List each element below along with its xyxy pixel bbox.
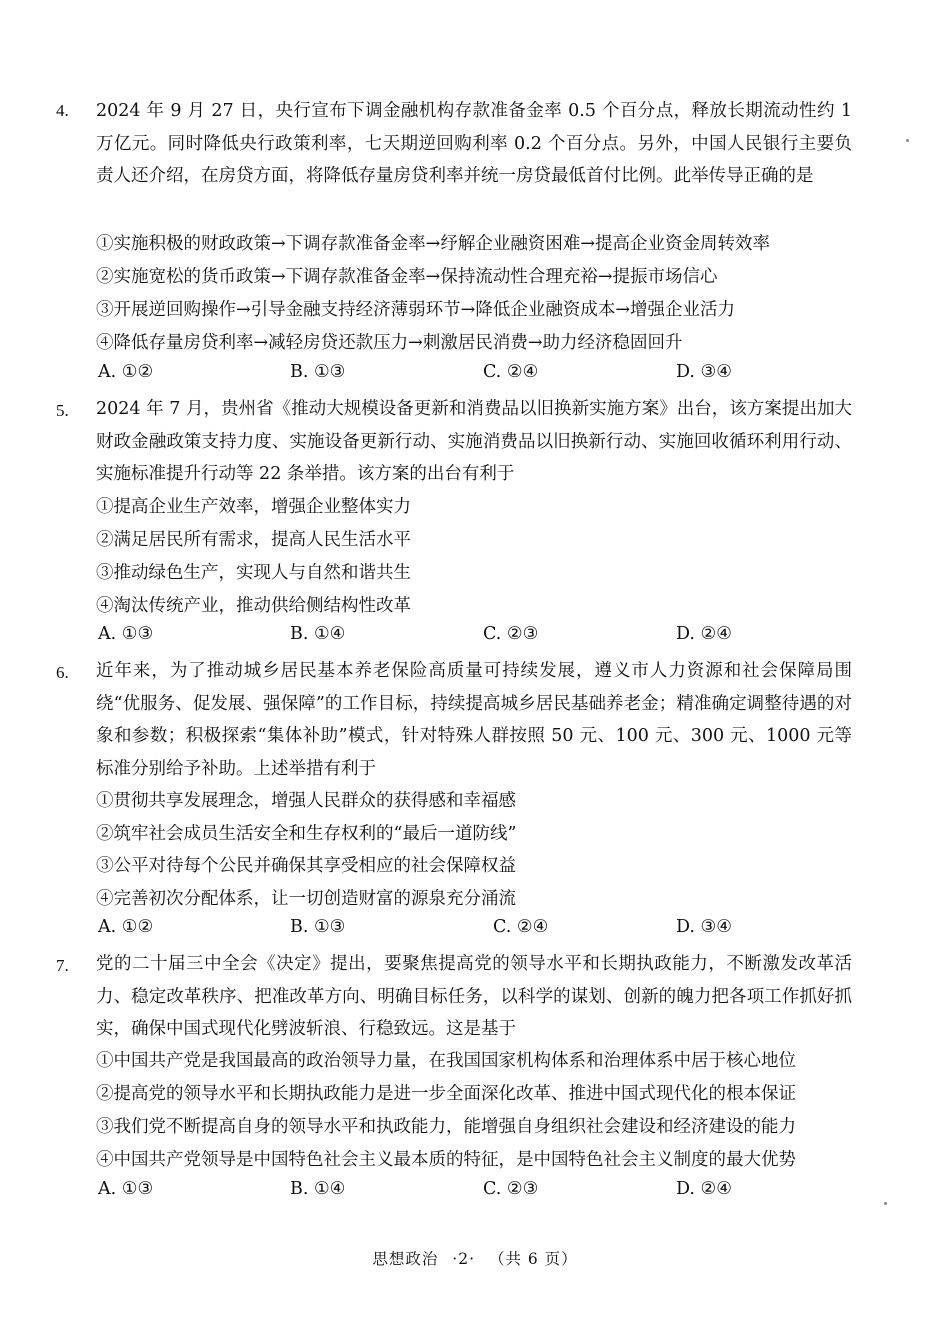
statement-2: ②筑牢社会成员生活安全和生存权利的“最后一道防线” <box>96 824 517 844</box>
page-footer <box>0 1247 950 1269</box>
statement-1: ①提高企业生产效率，增强企业整体实力 <box>96 497 411 517</box>
statement-2: ②提高党的领导水平和长期执政能力是进一步全面深化改革、推进中国式现代化的根本保证 <box>96 1084 796 1104</box>
footer-page-number: ·2· <box>452 1250 475 1268</box>
choice-d[interactable]: D. ③④ <box>676 362 732 382</box>
question-number: 4. <box>56 101 69 120</box>
statement-4: ④完善初次分配体系，让一切创造财富的源泉充分涌流 <box>96 889 516 909</box>
choice-c[interactable]: C. ②③ <box>483 1179 539 1199</box>
statement-1: ①实施积极的财政政策→下调存款准备金率→纾解企业融资困难→提高企业资金周转效率 <box>96 234 770 254</box>
question-stem: 2024 年 7 月，贵州省《推动大规模设备更新和消费品以旧换新实施方案》出台，该方案提出加大财政金融政策支持力度、实施设备更新行动、实施消费品以旧换新行动、实施回收循环利用行动、实施标准提升行动等 22 条举措。该方案的出台有利于 <box>96 399 852 485</box>
choice-d[interactable]: D. ②④ <box>676 1179 732 1199</box>
choice-b[interactable]: B. ①④ <box>290 1179 346 1199</box>
question-stem: 党的二十届三中全会《决定》提出，要聚焦提高党的领导水平和长期执政能力，不断激发改革活力、稳定改革秩序、把准改革方向、明确目标任务，以科学的谋划、创新的魄力把各项工作抓好抓实，确保中国式现代化劈波斩浪、行稳致远。这是基于 <box>96 954 852 1040</box>
question-stem: 近年来，为了推动城乡居民基本养老保险高质量可持续发展，遵义市人力资源和社会保障局围绕“优服务、促发展、强保障”的工作目标，持续提高城乡居民基础养老金；精准确定调整待遇的对象和参数；积极探索“集体补助”模式，针对特殊人群按照 50 元、100 元、300 元、1000 元等标准分别给予补助。上述举措有利于 <box>96 661 852 780</box>
question-stem: 2024 年 9 月 27 日，央行宣布下调金融机构存款准备金率 0.5 个百分点，释放长期流动性约 1 万亿元。同时降低央行政策利率，七天期逆回购利率 0.2 个百分点。另外，中国人民银行主要负责人还介绍，在房贷方面，将降低存量房贷利率并统一房贷最低首付比例。此举传导正确的是 <box>96 101 852 187</box>
statement-2: ②实施宽松的货币政策→下调存款准备金率→保持流动性合理充裕→提振市场信心 <box>96 267 718 287</box>
scan-speck <box>906 139 909 142</box>
choice-b[interactable]: B. ①③ <box>290 917 346 937</box>
footer-total-pages: （共 6 页） <box>488 1250 578 1268</box>
choice-c[interactable]: C. ②③ <box>483 624 539 644</box>
choice-d[interactable]: D. ③④ <box>676 917 732 937</box>
statement-2: ②满足居民所有需求，提高人民生活水平 <box>96 530 411 550</box>
question-number: 5. <box>56 401 69 420</box>
statement-4: ④淘汰传统产业，推动供给侧结构性改革 <box>96 596 411 616</box>
scan-speck <box>884 1202 887 1205</box>
choice-a[interactable]: A. ①③ <box>98 1179 154 1199</box>
choice-b[interactable]: B. ①④ <box>290 624 346 644</box>
statement-1: ①贯彻共享发展理念，增强人民群众的获得感和幸福感 <box>96 791 516 811</box>
choice-c[interactable]: C. ②④ <box>493 917 549 937</box>
question-number: 7. <box>56 956 69 975</box>
statement-3: ③推动绿色生产，实现人与自然和谐共生 <box>96 563 411 583</box>
statement-4: ④中国共产党领导是中国特色社会主义最本质的特征，是中国特色社会主义制度的最大优势 <box>96 1150 796 1170</box>
footer-subject: 思想政治 <box>372 1250 439 1268</box>
choice-a[interactable]: A. ①② <box>98 917 154 937</box>
question-number: 6. <box>56 663 69 682</box>
choice-b[interactable]: B. ①③ <box>290 362 346 382</box>
statement-3: ③公平对待每个公民并确保其享受相应的社会保障权益 <box>96 856 516 876</box>
choice-a[interactable]: A. ①② <box>98 362 154 382</box>
statement-1: ①中国共产党是我国最高的政治领导力量，在我国国家机构体系和治理体系中居于核心地位 <box>96 1051 796 1071</box>
statement-3: ③我们党不断提高自身的领导水平和执政能力，能增强自身组织社会建设和经济建设的能力 <box>96 1117 796 1137</box>
statement-3: ③开展逆回购操作→引导金融支持经济薄弱环节→降低企业融资成本→增强企业活力 <box>96 300 735 320</box>
choice-d[interactable]: D. ②④ <box>676 624 732 644</box>
choice-c[interactable]: C. ②④ <box>483 362 539 382</box>
statement-4: ④降低存量房贷利率→减轻房贷还款压力→刺激居民消费→助力经济稳固回升 <box>96 333 683 353</box>
choice-a[interactable]: A. ①③ <box>98 624 154 644</box>
